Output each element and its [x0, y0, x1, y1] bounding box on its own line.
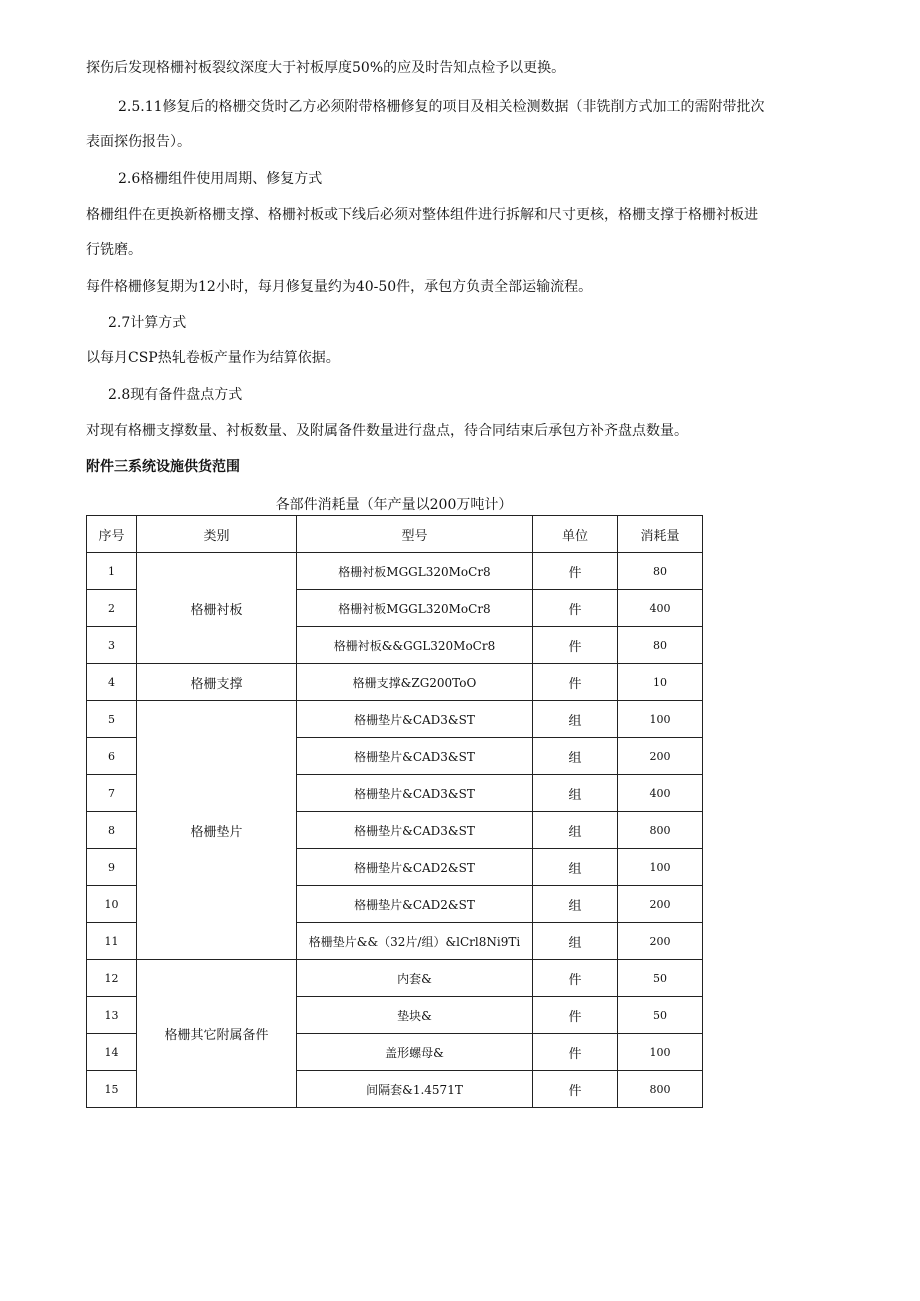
row-no: 12	[87, 960, 137, 997]
row-quantity: 10	[618, 664, 703, 701]
appendix-title: 附件三系统设施供货范围	[86, 459, 240, 475]
row-quantity: 400	[618, 590, 703, 627]
row-quantity: 50	[618, 997, 703, 1034]
row-quantity: 50	[618, 960, 703, 997]
row-model: 格栅垫片&CAD3&ST	[297, 738, 533, 775]
row-model: 格栅垫片&CAD3&ST	[297, 775, 533, 812]
row-model: 间隔套&1.4571T	[297, 1071, 533, 1108]
row-unit: 件	[533, 553, 618, 590]
row-quantity: 200	[618, 738, 703, 775]
row-quantity: 80	[618, 553, 703, 590]
row-no: 13	[87, 997, 137, 1034]
row-unit: 件	[533, 960, 618, 997]
row-model: 格栅垫片&CAD3&ST	[297, 701, 533, 738]
header-model: 型号	[297, 516, 533, 553]
row-quantity: 80	[618, 627, 703, 664]
row-quantity: 800	[618, 1071, 703, 1108]
row-model: 格栅支撑&ZG200ToO	[297, 664, 533, 701]
table-row	[87, 701, 703, 738]
section-heading-2-7: 2.7计算方式	[108, 315, 187, 331]
category-cell: 格栅支撑	[137, 664, 297, 701]
row-unit: 件	[533, 997, 618, 1034]
row-no: 15	[87, 1071, 137, 1108]
paragraph-2-8-body: 对现有格栅支撑数量、衬板数量、及附属备件数量进行盘点，待合同结束后承包方补齐盘点数量。	[86, 423, 688, 439]
row-quantity: 100	[618, 701, 703, 738]
table-row	[87, 553, 703, 590]
section-heading-2-6: 2.6格栅组件使用周期、修复方式	[118, 171, 323, 187]
row-model: 格栅衬板MGGL320MoCr8	[297, 553, 533, 590]
table-row	[87, 960, 703, 997]
row-no: 3	[87, 627, 137, 664]
row-unit: 组	[533, 701, 618, 738]
row-model: 格栅垫片&&（32片/组）&lCrl8Ni9Ti	[297, 923, 533, 960]
row-model: 格栅衬板MGGL320MoCr8	[297, 590, 533, 627]
row-no: 11	[87, 923, 137, 960]
table-caption: 各部件消耗量（年产量以200万吨计）	[275, 497, 513, 513]
table-row	[87, 664, 703, 701]
row-model: 盖形螺母&	[297, 1034, 533, 1071]
row-model: 格栅衬板&&GGL320MoCr8	[297, 627, 533, 664]
header-unit: 单位	[533, 516, 618, 553]
row-model: 格栅垫片&CAD2&ST	[297, 849, 533, 886]
row-model: 格栅垫片&CAD3&ST	[297, 812, 533, 849]
section-heading-2-8: 2.8现有备件盘点方式	[108, 387, 243, 403]
header-quantity: 消耗量	[618, 516, 703, 553]
row-quantity: 200	[618, 923, 703, 960]
paragraph-inspection: 探伤后发现格栅衬板裂纹深度大于衬板厚度50%的应及时告知点检予以更换。	[86, 60, 566, 76]
header-no: 序号	[87, 516, 137, 553]
row-quantity: 800	[618, 812, 703, 849]
row-unit: 件	[533, 627, 618, 664]
row-unit: 组	[533, 886, 618, 923]
row-quantity: 100	[618, 849, 703, 886]
header-category: 类别	[137, 516, 297, 553]
table-header-row	[87, 516, 703, 553]
paragraph-2-6-body: 格栅组件在更换新格栅支撑、格栅衬板或下线后必须对整体组件进行拆解和尺寸更核，格栅支撑于格栅衬板进	[86, 207, 758, 223]
category-cell: 格栅垫片	[137, 701, 297, 960]
row-no: 8	[87, 812, 137, 849]
row-no: 1	[87, 553, 137, 590]
row-no: 9	[87, 849, 137, 886]
row-unit: 件	[533, 590, 618, 627]
category-cell: 格栅其它附属备件	[137, 960, 297, 1108]
row-model: 垫块&	[297, 997, 533, 1034]
row-no: 5	[87, 701, 137, 738]
paragraph-2-7-body: 以每月CSP热轧卷板产量作为结算依据。	[86, 350, 340, 366]
row-no: 2	[87, 590, 137, 627]
row-unit: 组	[533, 812, 618, 849]
row-no: 6	[87, 738, 137, 775]
paragraph-2-5-11-cont: 表面探伤报告）。	[86, 134, 191, 150]
row-no: 14	[87, 1034, 137, 1071]
row-model: 格栅垫片&CAD2&ST	[297, 886, 533, 923]
category-cell: 格栅衬板	[137, 553, 297, 664]
row-unit: 件	[533, 1071, 618, 1108]
row-no: 10	[87, 886, 137, 923]
row-unit: 组	[533, 775, 618, 812]
row-unit: 件	[533, 1034, 618, 1071]
parts-consumption-table	[86, 515, 703, 1108]
paragraph-2-6-body-cont: 行铣磨。	[86, 242, 142, 258]
row-quantity: 400	[618, 775, 703, 812]
row-unit: 件	[533, 664, 618, 701]
row-quantity: 200	[618, 886, 703, 923]
paragraph-repair-period: 每件格栅修复期为12小时，每月修复量约为40-50件，承包方负责全部运输流程。	[86, 279, 593, 295]
row-unit: 组	[533, 923, 618, 960]
row-unit: 组	[533, 738, 618, 775]
row-unit: 组	[533, 849, 618, 886]
paragraph-2-5-11: 2.5.11修复后的格栅交货时乙方必须附带格栅修复的项目及相关检测数据（非铣削方式加工的需附带批次	[118, 99, 765, 115]
row-no: 4	[87, 664, 137, 701]
row-no: 7	[87, 775, 137, 812]
row-quantity: 100	[618, 1034, 703, 1071]
row-model: 内套&	[297, 960, 533, 997]
